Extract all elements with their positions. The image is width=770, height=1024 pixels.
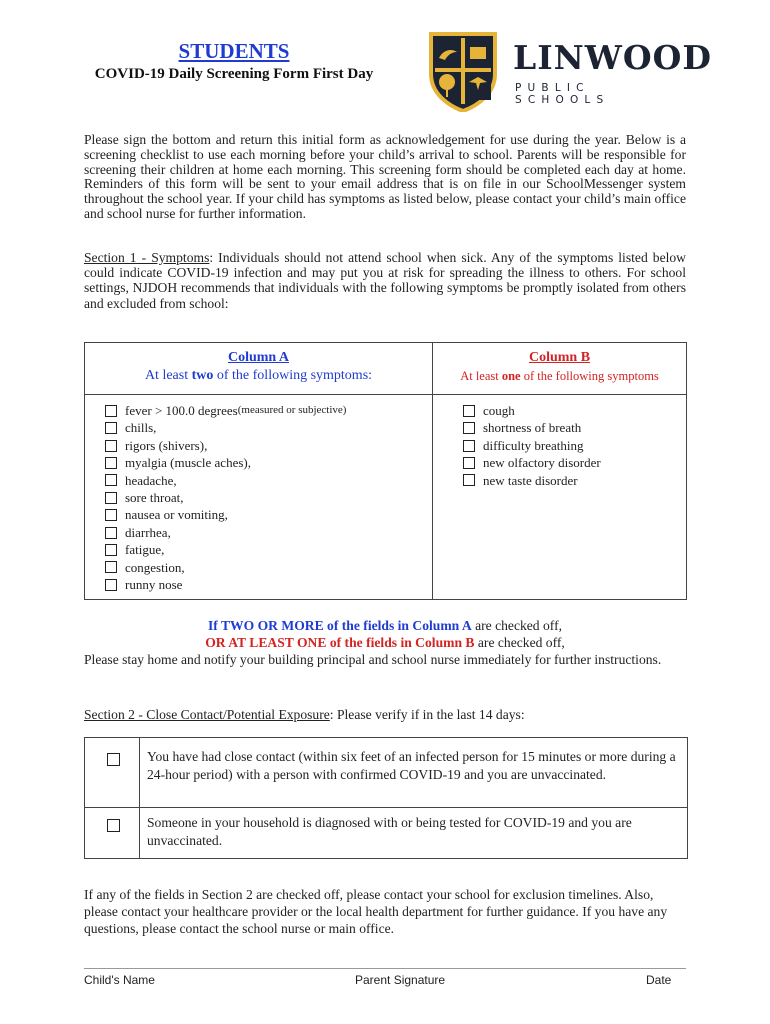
symptoms-table: [84, 342, 687, 600]
section2-heading: Section 2 - Close Contact/Potential Exposure: [84, 707, 330, 722]
checkbox[interactable]: [105, 440, 117, 452]
symptom-item[interactable]: [105, 541, 346, 558]
notice-line-2-rest: are checked off,: [474, 635, 565, 650]
notice-block: [84, 617, 686, 668]
symptom-label: fatigue,: [125, 542, 165, 558]
column-b-sub-pre: At least: [460, 369, 502, 383]
crest-icon: [425, 30, 501, 112]
intro-paragraph: Please sign the bottom and return this initial form as acknowledgement for use during the year. Below is a screening checklist to use each morning before your child’s arrival to school. Parents will be responsible for screening their children at home each morning. This screening form should be completed each day at home. Reminders of this form will be sent to your email address that is on file in our SchoolMessenger system throughout the school year. If your child has symptoms as listed below, please contact your child’s main office and school nurse for further information.: [84, 132, 686, 221]
symptom-item[interactable]: [463, 437, 601, 454]
checkbox[interactable]: [105, 544, 117, 556]
exposure-text: You have had close contact (within six feet of an infected person for 15 minutes or more during a 24-hour period) with a person with confirmed COVID-19 and you are unvaccinated.: [147, 749, 676, 782]
column-b-list: [463, 402, 601, 489]
symptom-label: shortness of breath: [483, 420, 582, 436]
form-title-block: [84, 38, 384, 84]
symptom-item[interactable]: [105, 489, 346, 506]
column-a-sub: [145, 368, 372, 383]
column-b-name: Column B: [528, 350, 591, 365]
symptom-item[interactable]: [463, 472, 601, 489]
checkbox[interactable]: [105, 579, 117, 591]
symptom-label: chills,: [125, 420, 157, 436]
checkbox[interactable]: [105, 405, 117, 417]
symptom-item[interactable]: [105, 506, 346, 523]
child-name-label: Child's Name: [84, 973, 155, 987]
checkbox[interactable]: [463, 474, 475, 486]
symptom-note: (measured or subjective): [237, 404, 347, 416]
checkbox[interactable]: [105, 509, 117, 521]
notice-line-2-bold: OR AT LEAST ONE of the fields in Column B: [205, 635, 475, 650]
symptom-item[interactable]: [105, 576, 346, 593]
exposure-row[interactable]: [85, 808, 687, 858]
section1-paragraph: [84, 250, 686, 311]
symptom-label: new taste disorder: [483, 472, 578, 488]
checkbox[interactable]: [107, 753, 120, 766]
notice-line-1: [84, 617, 686, 634]
header-divider: [85, 394, 686, 395]
symptom-item[interactable]: [105, 454, 346, 471]
column-a-sub-pre: At least: [144, 368, 192, 383]
symptom-label: difficulty breathing: [483, 437, 584, 453]
column-a-sub-post: of the following symptoms:: [213, 368, 373, 383]
checkbox[interactable]: [463, 457, 475, 469]
exposure-row[interactable]: [85, 738, 687, 807]
column-a-sub-bold: two: [191, 368, 214, 383]
checkbox[interactable]: [463, 422, 475, 434]
notice-line-1-rest: are checked off,: [471, 618, 563, 633]
checkbox[interactable]: [105, 561, 117, 573]
column-b-sub-post: of the following symptoms: [520, 369, 659, 383]
symptom-item[interactable]: [105, 472, 346, 489]
symptom-item[interactable]: [463, 454, 601, 471]
checkbox[interactable]: [105, 492, 117, 504]
column-a-name: Column A: [227, 350, 290, 365]
parent-signature-label: Parent Signature: [355, 973, 446, 987]
symptom-item[interactable]: [463, 419, 601, 436]
symptom-item[interactable]: [105, 419, 346, 436]
checkbox[interactable]: [105, 457, 117, 469]
section2-paragraph: [84, 707, 686, 722]
symptom-item[interactable]: [105, 402, 346, 419]
logo-subtitle: PUBLIC SCHOOLS: [515, 82, 610, 106]
checkbox[interactable]: [463, 440, 475, 452]
symptom-item[interactable]: [105, 559, 346, 576]
column-a-list: [105, 402, 346, 593]
section2-text: : Please verify if in the last 14 days:: [329, 707, 525, 722]
checkbox[interactable]: [105, 527, 117, 539]
column-a-header: [85, 349, 432, 385]
school-logo: [425, 30, 712, 112]
checkbox[interactable]: [463, 405, 475, 417]
symptom-label: congestion,: [125, 559, 185, 575]
page-title: STUDENTS: [178, 39, 290, 63]
symptom-label: sore throat,: [125, 490, 184, 506]
symptom-label: myalgia (muscle aches),: [125, 455, 251, 471]
notice-line-3: Please stay home and notify your building principal and school nurse immediately for further instructions.: [84, 652, 662, 667]
symptom-item[interactable]: [463, 402, 601, 419]
notice-line-1-bold: If TWO OR MORE of the fields in Column A: [207, 618, 472, 633]
symptom-label: rigors (shivers),: [125, 437, 208, 453]
symptom-label: diarrhea,: [125, 524, 171, 540]
symptom-label: cough: [483, 403, 515, 418]
column-b-sub-bold: one: [501, 369, 521, 383]
checkbox[interactable]: [105, 422, 117, 434]
section1-heading: Section 1 - Symptoms: [84, 250, 210, 265]
symptom-label: fever > 100.0 degrees: [125, 403, 238, 418]
column-b-header: [433, 349, 686, 386]
symptom-label: nausea or vomiting,: [125, 507, 228, 523]
symptom-label: new olfactory disorder: [483, 455, 601, 471]
section1-text: : Individuals should not attend school when sick. Any of the symptoms listed below could indicate COVID-19 infection and may put you at risk for spreading the illness to others. For school settings, NJDOH recommends that individuals with the following symptoms be promptly isolated from others and excluded from school:: [84, 250, 686, 311]
checkbox[interactable]: [107, 819, 120, 832]
signature-line: [84, 968, 686, 969]
symptom-label: headache,: [125, 472, 177, 488]
exposure-text: Someone in your household is diagnosed with or being tested for COVID-19 and you are unvaccinated.: [147, 815, 632, 848]
logo-name: LINWOOD: [513, 38, 712, 77]
closing-paragraph: If any of the fields in Section 2 are checked off, please contact your school for exclusion timelines. Also, please contact your healthcare provider or the local health department for further guidance. If you have any questions, please contact the school nurse or main office.: [84, 887, 668, 936]
page-subtitle: COVID-19 Daily Screening Form First Day: [94, 66, 374, 82]
notice-line-2: [84, 634, 686, 651]
date-label: Date: [646, 973, 672, 987]
column-b-sub: [460, 369, 659, 383]
symptom-item[interactable]: [105, 524, 346, 541]
exposure-table: [84, 737, 688, 859]
symptom-label: runny nose: [125, 577, 183, 593]
symptom-item[interactable]: [105, 437, 346, 454]
checkbox[interactable]: [105, 474, 117, 486]
